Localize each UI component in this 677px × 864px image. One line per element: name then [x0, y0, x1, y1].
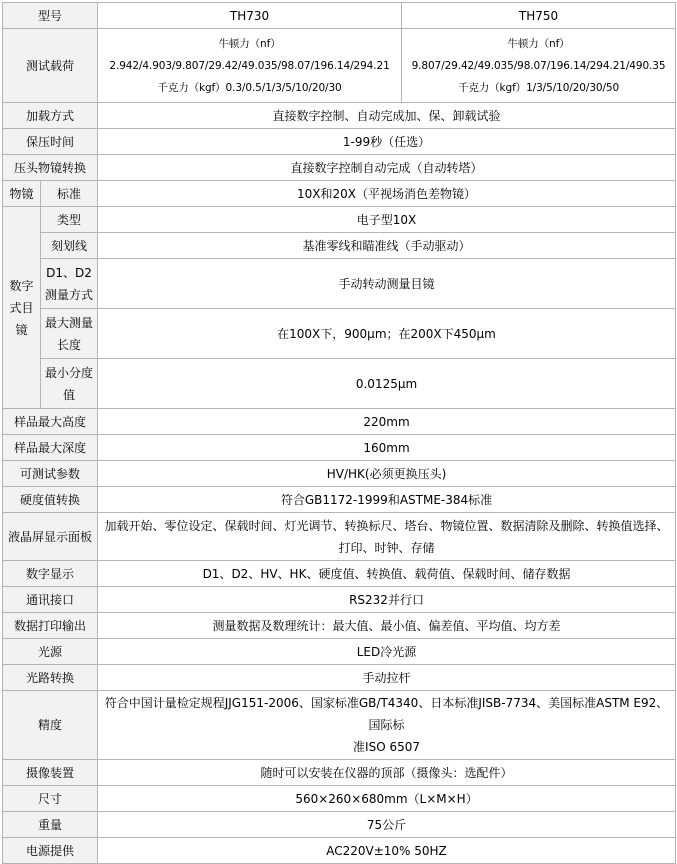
- load-a: [98, 29, 402, 103]
- turret-label: 压头物镜转换: [3, 155, 98, 181]
- method-sub: D1、D2测量方式: [41, 259, 98, 309]
- conversion-value: 符合GB1172-1999和ASTME-384标准: [98, 487, 676, 513]
- params-label: 可测试参数: [3, 461, 98, 487]
- load-b-values: 9.807/29.42/49.035/98.07/196.14/294.21/490.35: [411, 59, 666, 72]
- power-label: 电源提供: [3, 838, 98, 864]
- table-row: [3, 760, 676, 786]
- accuracy-value: [98, 691, 676, 760]
- table-row: [3, 259, 676, 309]
- load-b-unit: 牛顿力（nf）: [507, 37, 570, 50]
- max-length-sub: 最大测量长度: [41, 309, 98, 359]
- light-value: LED冷光源: [98, 639, 676, 665]
- light-label: 光源: [3, 639, 98, 665]
- table-row: [3, 129, 676, 155]
- min-division-value: 0.0125μm: [98, 359, 676, 409]
- max-depth-label: 样品最大深度: [3, 435, 98, 461]
- max-height-label: 样品最大高度: [3, 409, 98, 435]
- min-division-sub: 最小分度值: [41, 359, 98, 409]
- table-row: [3, 461, 676, 487]
- load-a-kgf: 千克力（kgf）0.3/0.5/1/3/5/10/20/30: [157, 81, 342, 94]
- weight-label: 重量: [3, 812, 98, 838]
- table-row: [3, 233, 676, 259]
- load-b-kgf: 千克力（kgf）1/3/5/10/20/30/50: [457, 81, 620, 94]
- eyepiece-type-sub: 类型: [41, 207, 98, 233]
- lcd-line1: 加载开始、零位设定、保载时间、灯光调节、转换标尺、塔台、物镜位置、数据清除及删除、转换值选择、: [104, 518, 669, 533]
- optical-value: 手动拉杆: [98, 665, 676, 691]
- optical-label: 光路转换: [3, 665, 98, 691]
- loading-method-label: 加载方式: [3, 103, 98, 129]
- spec-table: [2, 2, 676, 864]
- table-row: [3, 665, 676, 691]
- camera-label: 摄像装置: [3, 760, 98, 786]
- method-value: 手动转动测量目镜: [98, 259, 676, 309]
- table-row: [3, 487, 676, 513]
- reticle-value: 基准零线和瞄准线（手动驱动）: [98, 233, 676, 259]
- params-value: HV/HK(必须更换压头): [98, 461, 676, 487]
- table-row: [3, 103, 676, 129]
- table-row: [3, 155, 676, 181]
- interface-label: 通讯接口: [3, 587, 98, 613]
- accuracy-label: 精度: [3, 691, 98, 760]
- max-height-value: 220mm: [98, 409, 676, 435]
- table-row: [3, 613, 676, 639]
- turret-value: 直接数字控制自动完成（自动转塔）: [98, 155, 676, 181]
- table-row: [3, 786, 676, 812]
- max-depth-value: 160mm: [98, 435, 676, 461]
- table-row: [3, 435, 676, 461]
- table-row: [3, 812, 676, 838]
- eyepiece-type-value: 电子型10X: [98, 207, 676, 233]
- model-label: 型号: [3, 3, 98, 29]
- display-label: 数字显示: [3, 561, 98, 587]
- table-row: [3, 639, 676, 665]
- table-row: [3, 207, 676, 233]
- lcd-line2: 打印、时钟、存储: [338, 540, 435, 555]
- table-row: [3, 587, 676, 613]
- interface-value: RS232并行口: [98, 587, 676, 613]
- dwell-time-label: 保压时间: [3, 129, 98, 155]
- objective-label: 物镜: [3, 181, 41, 207]
- table-row: [3, 29, 676, 103]
- weight-value: 75公斤: [98, 812, 676, 838]
- load-label: 测试载荷: [3, 29, 98, 103]
- eyepiece-label: 数字式目镜: [3, 207, 41, 409]
- table-row: [3, 691, 676, 760]
- accuracy-line2: 准ISO 6507: [353, 740, 420, 754]
- power-value: AC220V±10% 50HZ: [98, 838, 676, 864]
- objective-sub: 标准: [41, 181, 98, 207]
- table-row: [3, 309, 676, 359]
- reticle-sub: 刻划线: [41, 233, 98, 259]
- size-label: 尺寸: [3, 786, 98, 812]
- table-row: [3, 409, 676, 435]
- table-row: [3, 3, 676, 29]
- load-a-unit: 牛顿力（nf）: [218, 37, 281, 50]
- load-a-values: 2.942/4.903/9.807/29.42/49.035/98.07/196.14/294.21: [109, 59, 390, 72]
- print-label: 数据打印输出: [3, 613, 98, 639]
- camera-value: 随时可以安装在仪器的顶部（摄像头：选配件）: [98, 760, 676, 786]
- table-row: [3, 359, 676, 409]
- max-length-value: 在100X下，900μm；在200X下450μm: [98, 309, 676, 359]
- lcd-value: [98, 513, 676, 561]
- table-row: [3, 561, 676, 587]
- load-b: [402, 29, 676, 103]
- objective-value: 10X和20X（平视场消色差物镜）: [98, 181, 676, 207]
- loading-method-value: 直接数字控制、自动完成加、保、卸载试验: [98, 103, 676, 129]
- accuracy-line1: 符合中国计量检定规程JJG151-2006、国家标准GB/T4340、日本标准JISB-7734、美国标准ASTM E92、国际标: [104, 696, 669, 732]
- lcd-label: 液晶屏显示面板: [3, 513, 98, 561]
- table-row: [3, 513, 676, 561]
- dwell-time-value: 1-99秒（任选）: [98, 129, 676, 155]
- conversion-label: 硬度值转换: [3, 487, 98, 513]
- size-value: 560×260×680mm（L×M×H）: [98, 786, 676, 812]
- table-row: [3, 181, 676, 207]
- print-value: 测量数据及数理统计：最大值、最小值、偏差值、平均值、均方差: [98, 613, 676, 639]
- model-b: TH750: [402, 3, 676, 29]
- model-a: TH730: [98, 3, 402, 29]
- display-value: D1、D2、HV、HK、硬度值、转换值、载荷值、保载时间、储存数据: [98, 561, 676, 587]
